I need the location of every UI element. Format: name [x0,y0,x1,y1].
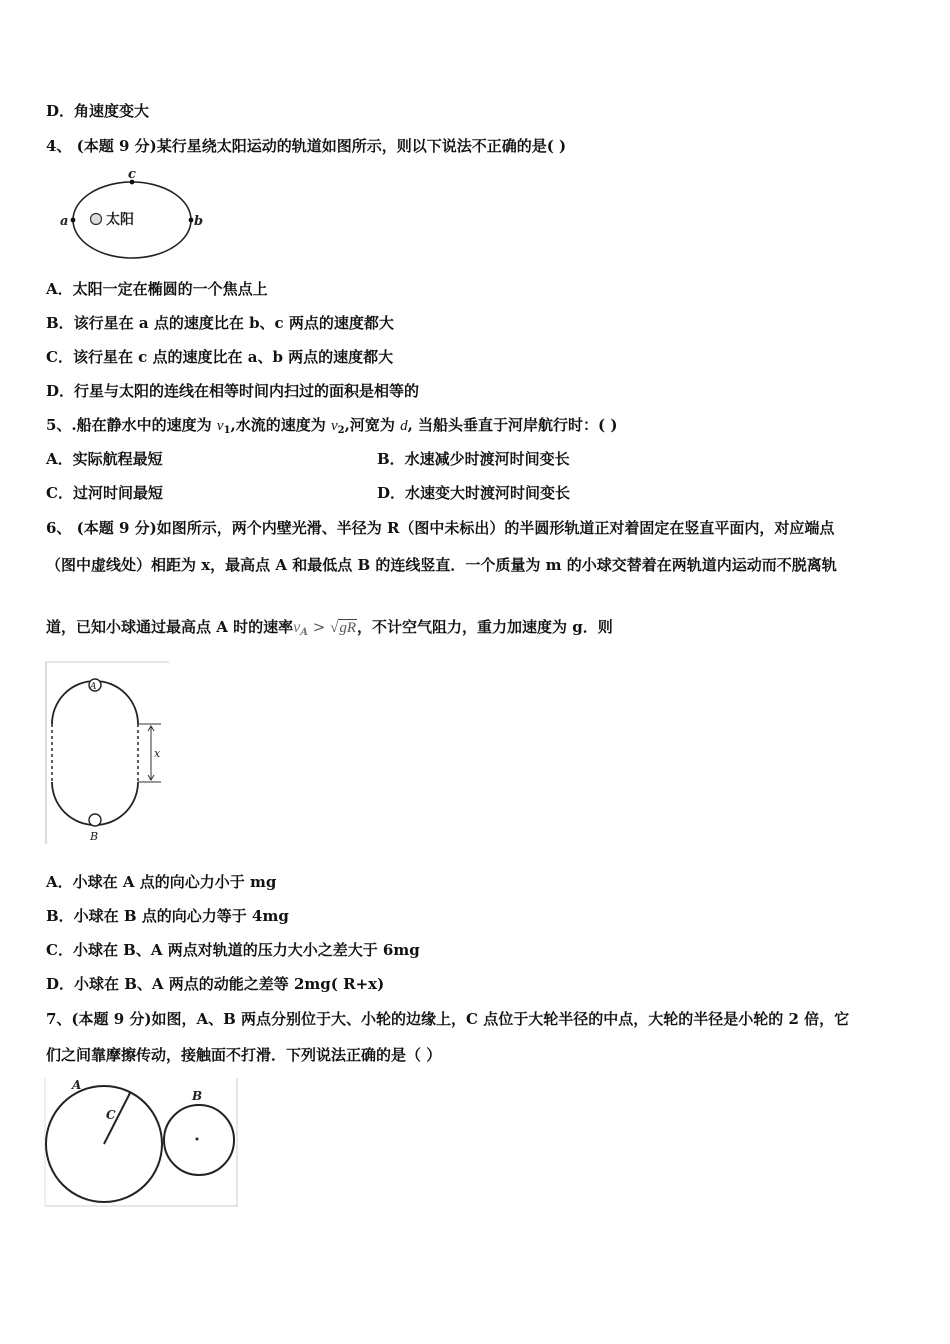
ball-b [89,814,101,826]
q6-formula-root: gR [339,620,356,636]
q5-v1-sub: 1 [223,425,231,436]
q5-stem [46,415,617,441]
q3-option-d: D．角速度变大 [46,102,150,120]
q5-option-a: A．实际航程最短 [46,450,163,468]
q6-formula-sqrt: √gR [330,620,356,636]
point-b-label: b [194,214,204,229]
q6-option-b: B．小球在 B 点的向心力等于 4mg [46,907,289,925]
q5-v2: v [330,418,338,434]
q6-line3 [46,617,613,643]
q5-d: d [400,418,408,434]
label-a: A [90,682,97,692]
q6-option-d: D．小球在 B、A 两点的动能之差等 2mg( R+x) [46,975,385,993]
q7-line2: 们之间靠摩擦传动，接触面不打滑．下列说法正确的是（ ） [46,1046,442,1064]
q4-option-b: B．该行星在 a 点的速度比在 b、c 两点的速度都大 [46,314,394,332]
q4-option-d: D．行星与太阳的连线在相等时间内扫过的面积是相等的 [46,382,420,400]
q5-v1: v [216,418,224,434]
q6-line2: （图中虚线处）相距为 x，最高点 A 和最低点 B 的连线竖直．一个质量为 m 的小球交替着在两轨道内运动而不脱离轨 [46,556,837,574]
q5-stem-part1: 5、.船在静水中的速度为 [46,416,217,434]
q6-formula-v: v [293,619,301,636]
q6-line3-pre: 道，已知小球通过最高点 A 时的速率 [46,618,294,636]
label-b: B [90,830,99,843]
q5-stem-part3: ,河宽为 [344,416,401,434]
q4-option-c: C．该行星在 c 点的速度比在 a、b 两点的速度都大 [46,348,394,366]
point-b-dot [189,218,194,223]
q4-option-a: A．太阳一定在椭圆的一个焦点上 [46,280,268,298]
point-a-label: a [60,214,69,229]
q6-line3-post: ，不计空气阻力，重力加速度为 g．则 [356,618,613,636]
small-wheel [164,1105,234,1175]
sun-circle [91,214,102,225]
label-x: x [154,747,161,760]
q7-wheels-figure [44,1076,240,1209]
q5-option-b: B．水速减少时渡河时间变长 [377,450,570,468]
q5-stem-part2: ,水流的速度为 [230,416,331,434]
sun-label: 太阳 [106,212,134,228]
q4-stem: 4、 (本题 9 分)某行星绕太阳运动的轨道如图所示，则以下说法不正确的是( ) [46,137,567,155]
q6-line1: 6、 (本题 9 分)如图所示，两个内壁光滑、半径为 R（图中未标出）的半圆形轨道正对着固定在竖直平面内，对应端点 [46,519,835,537]
small-wheel-center [196,1138,199,1141]
label-b: B [192,1089,203,1103]
point-a-dot [71,218,76,223]
q5-stem-part4: , 当船头垂直于河岸航行时：( ) [407,416,618,434]
q6-option-c: C．小球在 B、A 两点对轨道的压力大小之差大于 6mg [46,941,420,959]
q6-formula-gt: > [307,618,331,636]
label-a: A [72,1078,82,1092]
q5-v2-sub: 2 [337,425,345,436]
point-c-label: c [128,168,136,182]
q6-formula-sub: A [300,627,308,638]
q6-track-figure [45,660,171,846]
q5-option-d: D．水速变大时渡河时间变长 [377,484,571,502]
label-c: C [106,1108,116,1122]
q5-option-c: C．过河时间最短 [46,484,163,502]
q6-option-a: A．小球在 A 点的向心力小于 mg [46,873,277,891]
q4-orbit-figure [55,168,215,272]
q7-line1: 7、(本题 9 分)如图，A、B 两点分别位于大、小轮的边缘上，C 点位于大轮半径的中点，大轮的半径是小轮的 2 倍，它 [46,1010,850,1028]
